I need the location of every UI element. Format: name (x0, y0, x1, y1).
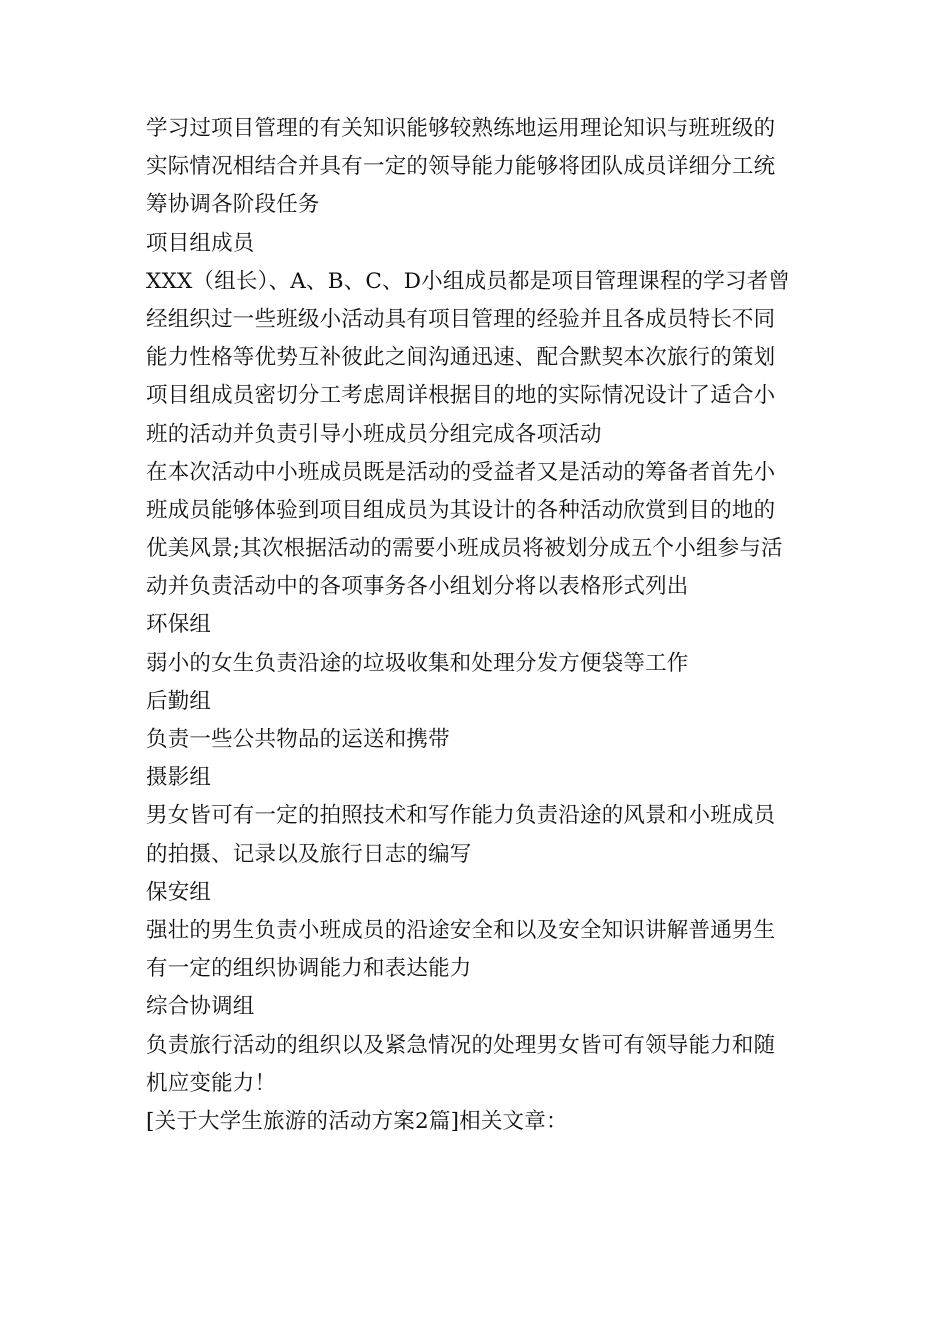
document-body (146, 110, 806, 1141)
text-line: 学习过项目管理的有关知识能够较熟练地运用理论知识与班班级的 (146, 116, 776, 141)
text-line: 在本次活动中小班成员既是活动的受益者又是活动的筹备者首先小 (146, 459, 776, 485)
section-heading: 项目组成员 (146, 230, 255, 256)
text-line: 负责旅行活动的组织以及紧急情况的处理男女皆可有领导能力和随 (146, 1032, 776, 1058)
text-line: 动并负责活动中的各项事务各小组划分将以表格形式列出 (146, 574, 689, 600)
text-line: 筹协调各阶段任务 (146, 192, 320, 218)
text-line: 有一定的组织协调能力和表达能力 (146, 956, 472, 982)
text-line: 能力性格等优势互补彼此之间沟通迅速、配合默契本次旅行的策划 (146, 345, 776, 371)
text-line: XXX（组长）、A、B、C、D小组成员都是项目管理课程的学习者曾 (146, 268, 791, 294)
text-line: 强壮的男生负责小班成员的沿途安全和以及安全知识讲解普通男生 (146, 917, 776, 943)
text-line: 机应变能力！ (146, 1070, 277, 1096)
group-heading-coordination: 综合协调组 (146, 994, 255, 1020)
related-articles-label: [关于大学生旅游的活动方案2篇]相关文章： (146, 1108, 568, 1134)
text-line: 班的活动并负责引导小班成员分组完成各项活动 (146, 421, 602, 447)
group-heading-logistics: 后勤组 (146, 688, 212, 714)
group-heading-photography: 摄影组 (146, 765, 212, 791)
text-line: 实际情况相结合并具有一定的领导能力能够将团队成员详细分工统 (146, 154, 776, 180)
group-heading-security: 保安组 (146, 879, 212, 905)
text-line: 男女皆可有一定的拍照技术和写作能力负责沿途的风景和小班成员 (146, 803, 776, 829)
group-heading-environment: 环保组 (146, 612, 212, 638)
text-line: 班成员能够体验到项目组成员为其设计的各种活动欣赏到目的地的 (146, 497, 776, 523)
text-line: 弱小的女生负责沿途的垃圾收集和处理分发方便袋等工作 (146, 650, 689, 676)
text-line: 的拍摄、记录以及旅行日志的编写 (146, 841, 472, 867)
text-line: 优美风景;其次根据活动的需要小班成员将被划分成五个小组参与活 (146, 536, 783, 562)
text-line: 项目组成员密切分工考虑周详根据目的地的实际情况设计了适合小 (146, 383, 776, 409)
text-line: 经组织过一些班级小活动具有项目管理的经验并且各成员特长不同 (146, 306, 776, 332)
text-line: 负责一些公共物品的运送和携带 (146, 727, 450, 752)
